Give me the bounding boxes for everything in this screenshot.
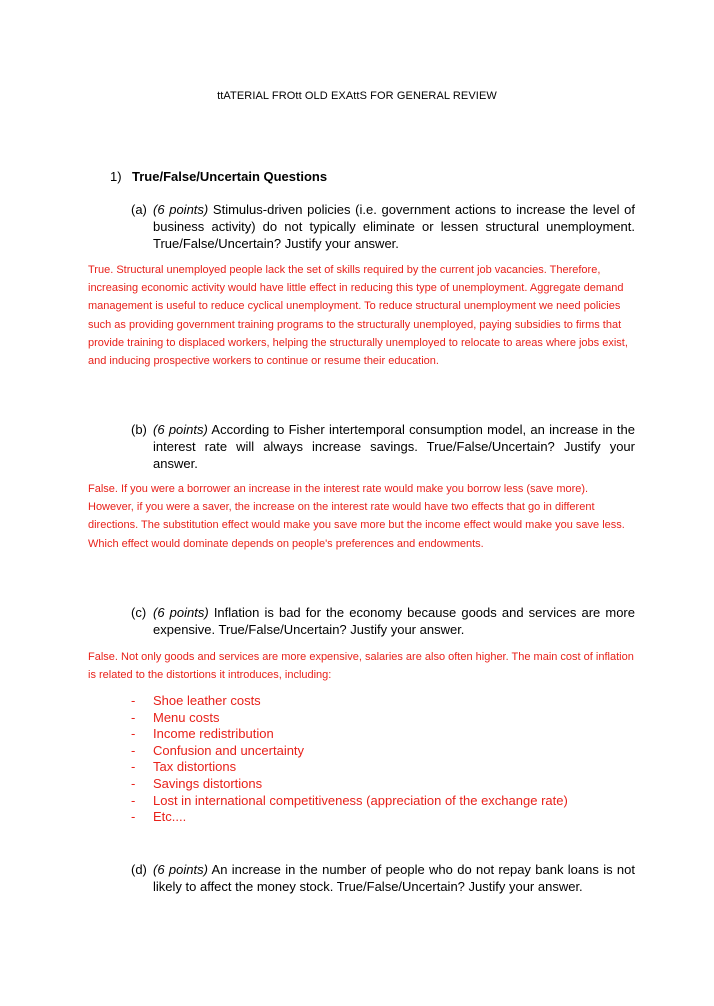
question-body: An increase in the number of people who do not repay bank loans is not likely to affect the money stock. True/False/Uncertain? Justify your answer. xyxy=(153,862,635,894)
list-item: - Shoe leather costs xyxy=(131,693,261,708)
question-body: According to Fisher intertemporal consumption model, an increase in the interest rate will always increase savings. True/False/Uncertain? Justify your answer. xyxy=(153,422,635,471)
inflation-costs-list xyxy=(131,693,568,826)
question-text xyxy=(153,604,635,638)
list-item: - Savings distortions xyxy=(131,775,263,791)
list-item: - Lost in international competitiveness (appreciation of the exchange rate) xyxy=(131,792,568,808)
section-number: 1) xyxy=(110,169,122,184)
question-points: (6 points) xyxy=(153,422,208,437)
section-heading xyxy=(110,169,327,184)
question-text xyxy=(153,861,635,895)
question-body: Inflation is bad for the economy because goods and services are more expensive. True/False/Uncertain? Justify your answer. xyxy=(153,605,635,637)
question-label: (a) xyxy=(131,202,147,217)
answer-text: True. Structural unemployed people lack the set of skills required by the current job vacancies. Therefore, increasing economic activity would have little effect in reducing this type of unemployment. Aggregate demand management is useful to reduce cyclical unemployment. To reduce structural unemployment we need policies such as providing government training programs to the structurally unemployed, paying subsidies to firms that provide training to displaced workers, helping the structurally unemployed to relocate to areas where jobs exist, and inducing prospective workers to continue or resume their education. xyxy=(88,264,628,368)
question-b xyxy=(131,421,635,472)
question-label: (c) xyxy=(131,605,147,620)
question-body: Stimulus-driven policies (i.e. government actions to increase the level of business activity) do not typically eliminate or lessen structural unemployment. True/False/Uncertain? Justify your answer. xyxy=(153,202,635,251)
question-text xyxy=(153,201,635,252)
list-item: - Menu costs xyxy=(131,709,220,725)
answer-c xyxy=(88,648,636,684)
question-points: (6 points) xyxy=(153,605,209,620)
list-item: - Income redistribution xyxy=(131,726,274,742)
question-label: (b) xyxy=(131,422,147,437)
question-d xyxy=(131,861,635,895)
answer-b xyxy=(88,480,636,553)
answer-text: False. If you were a borrower an increase in the interest rate would make you borrow less (save more). However, if you were a saver, the increase on the interest rate would have two effects that go in different directions. The substitution effect would make you save more but the income effect would make you save less. Which effect would dominate depends on people's preferences and endowments. xyxy=(88,483,625,550)
list-item: - Confusion and uncertainty xyxy=(131,742,305,758)
list-item: - Etc.... xyxy=(131,809,187,825)
answer-a xyxy=(88,261,636,370)
answer-text: False. Not only goods and services are more expensive, salaries are also often higher. The main cost of inflation is related to the distortions it introduces, including: xyxy=(88,651,634,682)
question-points: (6 points) xyxy=(153,862,208,877)
question-a xyxy=(131,201,635,252)
question-points: (6 points) xyxy=(153,202,209,217)
question-text xyxy=(153,421,635,472)
question-label: (d) xyxy=(131,862,147,877)
section-title: True/False/Uncertain Questions xyxy=(132,169,328,184)
page-header: ttATERIAL FROtt OLD EXAttS FOR GENERAL REVIEW xyxy=(217,90,497,102)
question-c xyxy=(131,604,635,638)
list-item: - Tax distortions xyxy=(131,759,237,775)
